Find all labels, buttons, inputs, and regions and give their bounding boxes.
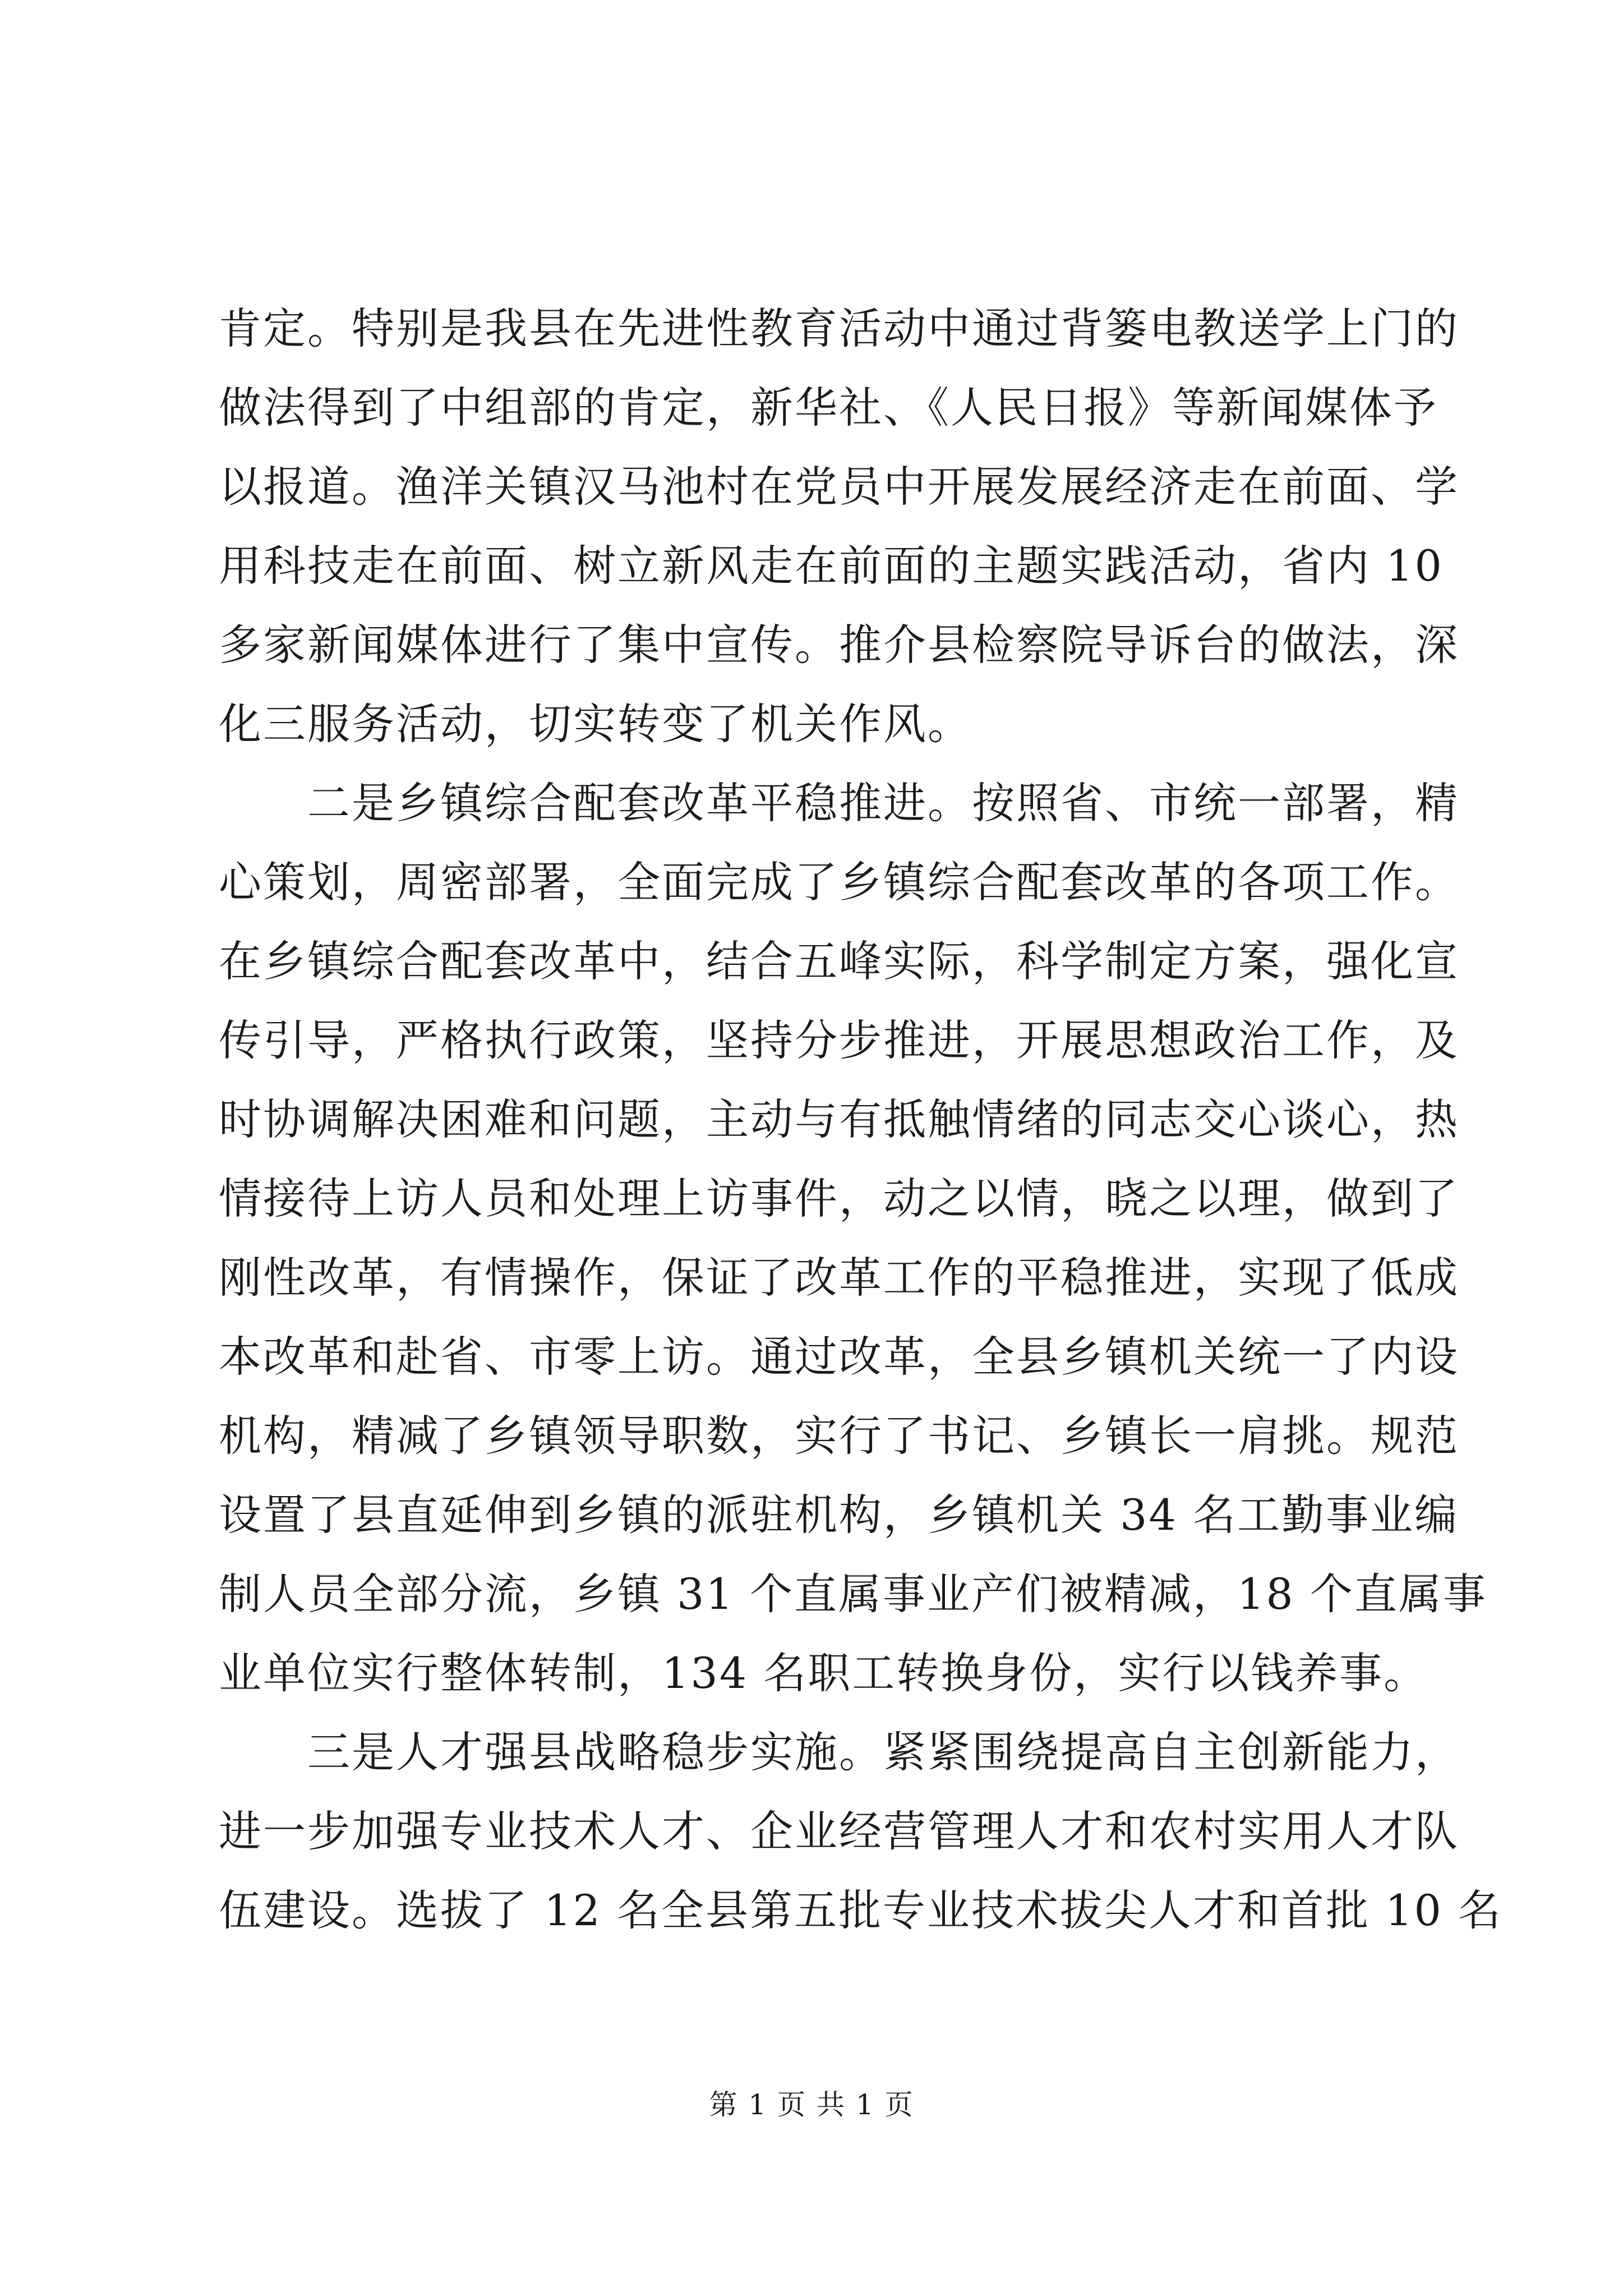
text-line: 以报道。渔洋关镇汉马池村在党员中开展发展经济走在前面、学 <box>219 462 1459 512</box>
text-line: 进一步加强专业技术人才、企业经营管理人才和农村实用人才队 <box>219 1806 1459 1856</box>
page-number-footer: 第 1 页 共 1 页 <box>709 2088 914 2121</box>
text-line: 时协调解决困难和问题，主动与有抵触情绪的同志交心谈心，热 <box>219 1094 1459 1144</box>
paragraph <box>219 1713 1503 1950</box>
body-text <box>219 289 1503 1950</box>
text-line: 多家新闻媒体进行了集中宣传。推介县检察院导诉台的做法，深 <box>219 620 1459 670</box>
text-line: 化三服务活动，切实转变了机关作风。 <box>219 699 972 749</box>
text-line: 业单位实行整体转制，134 名职工转换身份，实行以钱养事。 <box>219 1648 1428 1698</box>
text-line: 传引导，严格执行政策，坚持分步推进，开展思想政治工作，及 <box>219 1015 1459 1065</box>
text-line: 情接待上访人员和处理上访事件，动之以情，晓之以理，做到了 <box>219 1174 1459 1223</box>
text-line: 三是人才强县战略稳步实施。紧紧围绕提高自主创新能力， <box>307 1727 1459 1777</box>
paragraph <box>219 763 1487 1713</box>
text-line: 伍建设。选拔了 12 名全县第五批专业技术拔尖人才和首批 10 名 <box>219 1885 1503 1935</box>
text-line: 刚性改革，有情操作，保证了改革工作的平稳推进，实现了低成 <box>219 1253 1459 1303</box>
text-line: 用科技走在前面、树立新风走在前面的主题实践活动，省内 10 <box>219 541 1444 591</box>
paragraph <box>219 289 1459 763</box>
text-line: 肯定。特别是我县在先进性教育活动中通过背篓电教送学上门的 <box>219 303 1459 353</box>
text-line: 机构，精减了乡镇领导职数，实行了书记、乡镇长一肩挑。规范 <box>219 1411 1459 1461</box>
text-line: 心策划，周密部署，全面完成了乡镇综合配套改革的各项工作。 <box>219 857 1459 907</box>
text-line: 在乡镇综合配套改革中，结合五峰实际，科学制定方案，强化宣 <box>219 936 1459 986</box>
text-line: 制人员全部分流，乡镇 31 个直属事业产们被精减，18 个直属事 <box>219 1569 1487 1619</box>
text-line: 做法得到了中组部的肯定，新华社、《人民日报》等新闻媒体予 <box>219 383 1438 432</box>
text-line: 本改革和赴省、市零上访。通过改革，全县乡镇机关统一了内设 <box>219 1332 1459 1382</box>
text-line: 二是乡镇综合配套改革平稳推进。按照省、市统一部署，精 <box>307 778 1459 828</box>
text-line: 设置了县直延伸到乡镇的派驻机构，乡镇机关 34 名工勤事业编 <box>219 1490 1459 1540</box>
